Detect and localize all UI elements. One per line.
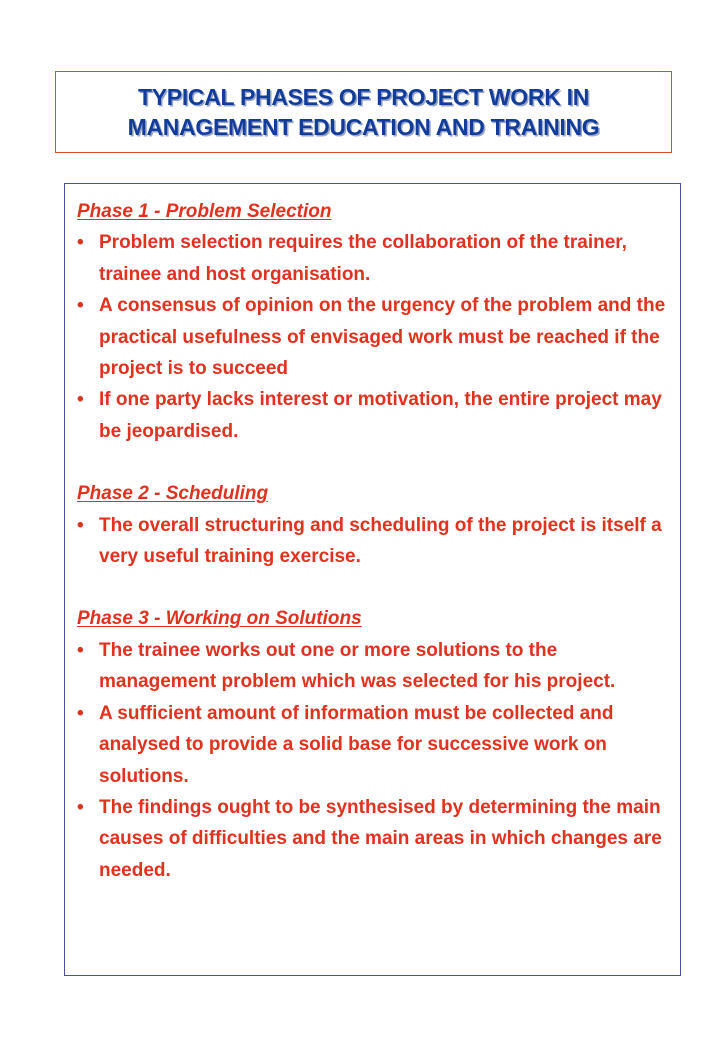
bullet-icon: • [77,389,84,411]
list-item [77,290,666,384]
bullet-text: The trainee works out one or more solutions to the management problem which was selected for his project. [99,639,616,693]
bullet-text: The findings ought to be synthesised by determining the main causes of difficulties and the main areas in which changes are needed. [99,796,662,881]
bullet-icon: • [77,514,84,536]
bullet-icon: • [77,639,84,661]
bullet-icon: • [77,232,84,254]
bullet-text: A consensus of opinion on the urgency of the problem and the practical usefulness of envisaged work must be reached if the project is to succeed [99,295,666,380]
bullet-icon: • [77,702,84,724]
phase-1-bullet-list [77,227,666,447]
list-item [77,384,666,447]
list-item [77,698,666,792]
phase-3-heading: Phase 3 - Working on Solutions [77,608,362,630]
bullet-text: Problem selection requires the collaboration of the trainer, trainee and host organisation. [99,232,627,285]
bullet-icon: • [77,295,84,317]
title-box [55,71,672,153]
bullet-text: The overall structuring and scheduling of the project is itself a very useful training exercise. [99,514,662,568]
title-line-1: TYPICAL PHASES OF PROJECT WORK IN [138,84,589,110]
phase-2-section [77,478,666,572]
bullet-text: If one party lacks interest or motivation, the entire project may be jeopardised. [99,389,662,442]
phase-1-heading: Phase 1 - Problem Selection [77,201,332,222]
content-box [64,183,681,976]
phase-2-heading: Phase 2 - Scheduling [77,483,269,505]
phase-1-section [77,196,666,447]
phase-3-section [77,603,666,886]
list-item [77,227,666,290]
bullet-text: A sufficient amount of information must be collected and analysed to provide a solid base for successive work on solutions. [99,702,614,787]
list-item [77,792,666,886]
list-item [77,635,666,698]
title-line-2: MANAGEMENT EDUCATION AND TRAINING [127,114,600,140]
phase-2-bullet-list [77,510,666,573]
phase-3-bullet-list [77,635,666,886]
bullet-icon: • [77,796,84,818]
list-item [77,510,666,573]
